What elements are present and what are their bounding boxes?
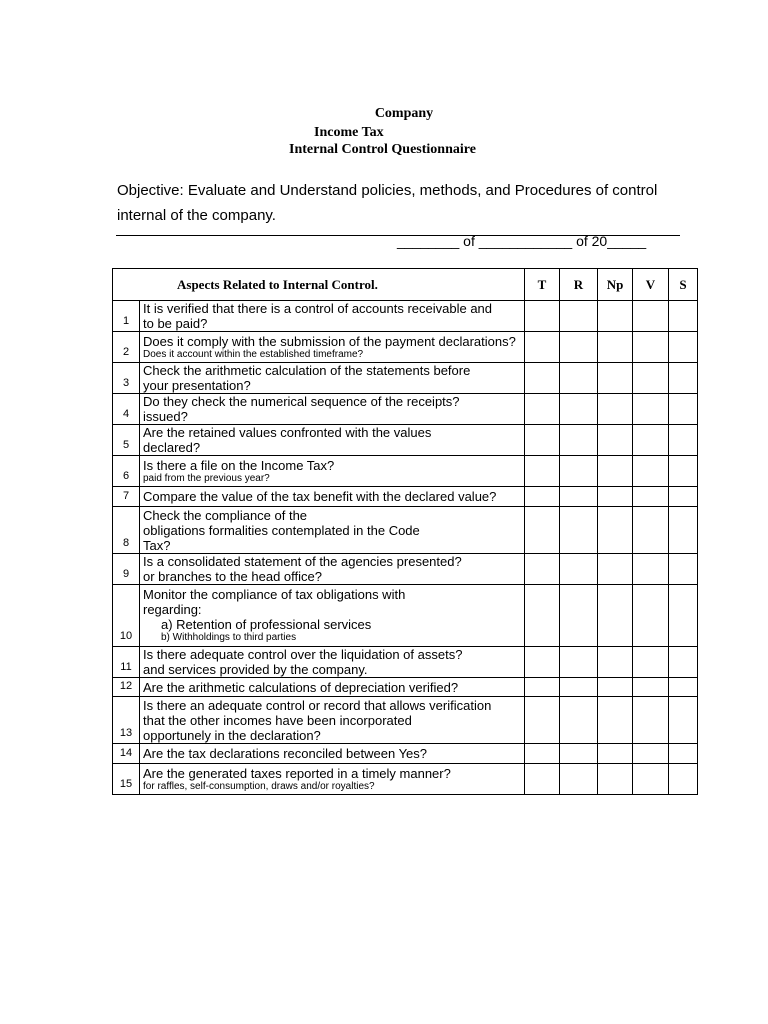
question-text — [140, 507, 525, 554]
answer-cell-r[interactable] — [560, 678, 598, 697]
question-number: 7 — [113, 487, 140, 507]
question-line: Check the arithmetic calculation of the statements before — [143, 363, 471, 378]
table-row — [113, 301, 698, 332]
answer-cell-t[interactable] — [525, 363, 560, 394]
table-row — [113, 487, 698, 507]
company-heading: Company — [374, 106, 434, 121]
answer-cell-r[interactable] — [560, 487, 598, 507]
question-text — [140, 697, 525, 744]
answer-cell-r[interactable] — [560, 425, 598, 456]
question-line: issued? — [143, 409, 188, 424]
answer-cell-s[interactable] — [669, 332, 698, 363]
questionnaire-table — [112, 268, 698, 795]
question-text — [140, 363, 525, 394]
answer-cell-np[interactable] — [598, 585, 633, 647]
answer-cell-t[interactable] — [525, 697, 560, 744]
table-row — [113, 363, 698, 394]
question-line: Tax? — [143, 537, 171, 553]
question-number: 2 — [113, 332, 140, 363]
question-text — [140, 647, 525, 678]
answer-cell-v[interactable] — [633, 585, 669, 647]
question-line: Is a consolidated statement of the agencies presented? — [143, 554, 462, 569]
answer-cell-t[interactable] — [525, 425, 560, 456]
question-line: Are the generated taxes reported in a timely manner? — [143, 765, 451, 781]
table-row — [113, 332, 698, 363]
question-text — [140, 301, 525, 332]
question-line: Compare the value of the tax benefit with the declared value? — [143, 489, 497, 504]
answer-cell-v[interactable] — [633, 647, 669, 678]
answer-cell-s[interactable] — [669, 507, 698, 554]
table-row — [113, 425, 698, 456]
aspects-header: Aspects Related to Internal Control. — [113, 269, 525, 301]
answer-cell-t[interactable] — [525, 554, 560, 585]
answer-cell-s[interactable] — [669, 647, 698, 678]
answer-cell-np[interactable] — [598, 554, 633, 585]
answer-cell-t[interactable] — [525, 507, 560, 554]
question-line: and services provided by the company. — [143, 662, 368, 677]
question-note: b) Withholdings to third parties — [161, 632, 297, 643]
answer-cell-v[interactable] — [633, 363, 669, 394]
answer-cell-r[interactable] — [560, 764, 598, 795]
answer-cell-np[interactable] — [598, 394, 633, 425]
question-line: to be paid? — [143, 316, 208, 331]
question-line: opportunely in the declaration? — [143, 727, 321, 743]
answer-cell-t[interactable] — [525, 678, 560, 697]
table-row — [113, 507, 698, 554]
question-line: Monitor the compliance of tax obligations with — [143, 587, 406, 602]
answer-cell-np[interactable] — [598, 332, 633, 363]
question-number: 10 — [113, 585, 140, 647]
column-header-t: T — [525, 269, 560, 301]
answer-cell-v[interactable] — [633, 744, 669, 764]
answer-cell-r[interactable] — [560, 647, 598, 678]
answer-cell-v[interactable] — [633, 507, 669, 554]
answer-cell-r[interactable] — [560, 744, 598, 764]
answer-cell-np[interactable] — [598, 363, 633, 394]
objective-text: Objective: Evaluate and Understand policies, methods, and Procedures of control internal of the company. — [117, 182, 658, 224]
question-line: Are the arithmetic calculations of depreciation verified? — [143, 679, 459, 695]
question-text — [140, 456, 525, 487]
question-line: Is there adequate control over the liquidation of assets? — [143, 647, 463, 662]
answer-cell-r[interactable] — [560, 332, 598, 363]
answer-cell-t[interactable] — [525, 301, 560, 332]
answer-cell-r[interactable] — [560, 456, 598, 487]
answer-cell-t[interactable] — [525, 585, 560, 647]
answer-cell-r[interactable] — [560, 363, 598, 394]
answer-cell-np[interactable] — [598, 301, 633, 332]
answer-cell-v[interactable] — [633, 697, 669, 744]
answer-cell-s[interactable] — [669, 425, 698, 456]
question-line: Are the retained values confronted with the values — [143, 425, 432, 440]
question-text — [140, 332, 525, 363]
column-header-v: V — [633, 269, 669, 301]
answer-cell-np[interactable] — [598, 507, 633, 554]
question-note: for raffles, self-consumption, draws and/or royalties? — [143, 780, 375, 792]
table-row — [113, 764, 698, 795]
answer-cell-r[interactable] — [560, 697, 598, 744]
answer-cell-r[interactable] — [560, 585, 598, 647]
question-number: 1 — [113, 301, 140, 332]
answer-cell-np[interactable] — [598, 456, 633, 487]
answer-cell-v[interactable] — [633, 425, 669, 456]
table-row — [113, 585, 698, 647]
question-line: a) Retention of professional services — [161, 617, 372, 632]
question-text — [140, 425, 525, 456]
date-line: ________ of ____________ of 20_____ — [397, 233, 647, 249]
table-row — [113, 744, 698, 764]
answer-cell-v[interactable] — [633, 764, 669, 795]
answer-cell-v[interactable] — [633, 301, 669, 332]
question-note: paid from the previous year? — [143, 472, 270, 484]
answer-cell-t[interactable] — [525, 487, 560, 507]
answer-cell-r[interactable] — [560, 301, 598, 332]
answer-cell-np[interactable] — [598, 647, 633, 678]
answer-cell-s[interactable] — [669, 764, 698, 795]
table-row — [113, 456, 698, 487]
question-line: your presentation? — [143, 378, 251, 393]
column-header-r: R — [560, 269, 598, 301]
table-row — [113, 554, 698, 585]
question-text — [140, 764, 525, 795]
answer-cell-s[interactable] — [669, 554, 698, 585]
income-tax-heading: Income Tax — [314, 125, 384, 140]
question-line: declared? — [143, 440, 201, 455]
question-number: 6 — [113, 456, 140, 487]
question-number: 5 — [113, 425, 140, 456]
answer-cell-t[interactable] — [525, 744, 560, 764]
answer-cell-np[interactable] — [598, 425, 633, 456]
question-line: that the other incomes have been incorporated — [143, 712, 412, 728]
question-line: or branches to the head office? — [143, 569, 322, 584]
question-line: obligations formalities contemplated in the Code — [143, 522, 420, 538]
answer-cell-np[interactable] — [598, 487, 633, 507]
answer-cell-np[interactable] — [598, 744, 633, 764]
answer-cell-s[interactable] — [669, 678, 698, 697]
question-number: 15 — [113, 764, 140, 795]
answer-cell-t[interactable] — [525, 456, 560, 487]
question-number: 11 — [113, 647, 140, 678]
answer-cell-s[interactable] — [669, 585, 698, 647]
column-header-np: Np — [598, 269, 633, 301]
question-line: It is verified that there is a control of accounts receivable and — [143, 301, 493, 316]
question-number: 4 — [113, 394, 140, 425]
question-text — [140, 678, 525, 697]
answer-cell-s[interactable] — [669, 697, 698, 744]
question-line: Does it comply with the submission of the payment declarations? — [143, 333, 516, 349]
document-title: Internal Control Questionnaire — [289, 142, 476, 157]
answer-cell-s[interactable] — [669, 456, 698, 487]
question-note: Does it account within the established timeframe? — [143, 348, 364, 360]
answer-cell-r[interactable] — [560, 507, 598, 554]
answer-cell-s[interactable] — [669, 394, 698, 425]
answer-cell-np[interactable] — [598, 697, 633, 744]
answer-cell-r[interactable] — [560, 554, 598, 585]
question-number: 14 — [113, 744, 140, 764]
column-header-s: S — [669, 269, 698, 301]
answer-cell-s[interactable] — [669, 301, 698, 332]
answer-cell-t[interactable] — [525, 764, 560, 795]
answer-cell-s[interactable] — [669, 487, 698, 507]
table-row — [113, 678, 698, 697]
question-line: Are the tax declarations reconciled between Yes? — [143, 746, 428, 761]
question-line: Is there a file on the Income Tax? — [143, 457, 335, 473]
question-number: 9 — [113, 554, 140, 585]
answer-cell-v[interactable] — [633, 678, 669, 697]
question-number: 12 — [113, 678, 140, 697]
question-number: 8 — [113, 507, 140, 554]
table-row — [113, 394, 698, 425]
answer-cell-v[interactable] — [633, 394, 669, 425]
answer-cell-v[interactable] — [633, 456, 669, 487]
question-line: regarding: — [143, 602, 202, 617]
answer-cell-v[interactable] — [633, 487, 669, 507]
answer-cell-np[interactable] — [598, 764, 633, 795]
answer-cell-v[interactable] — [633, 332, 669, 363]
table-row — [113, 647, 698, 678]
question-text — [140, 585, 525, 647]
question-line: Check the compliance of the — [143, 507, 308, 523]
table-row — [113, 697, 698, 744]
table-header-row — [113, 269, 698, 301]
question-text — [140, 487, 525, 507]
question-text — [140, 744, 525, 764]
answer-cell-s[interactable] — [669, 363, 698, 394]
question-number: 3 — [113, 363, 140, 394]
answer-cell-s[interactable] — [669, 744, 698, 764]
answer-cell-t[interactable] — [525, 394, 560, 425]
answer-cell-np[interactable] — [598, 678, 633, 697]
question-line: Do they check the numerical sequence of the receipts? — [143, 394, 460, 409]
answer-cell-v[interactable] — [633, 554, 669, 585]
answer-cell-r[interactable] — [560, 394, 598, 425]
answer-cell-t[interactable] — [525, 647, 560, 678]
question-line: Is there an adequate control or record that allows verification — [143, 697, 492, 713]
question-text — [140, 554, 525, 585]
question-number: 13 — [113, 697, 140, 744]
answer-cell-t[interactable] — [525, 332, 560, 363]
question-text — [140, 394, 525, 425]
